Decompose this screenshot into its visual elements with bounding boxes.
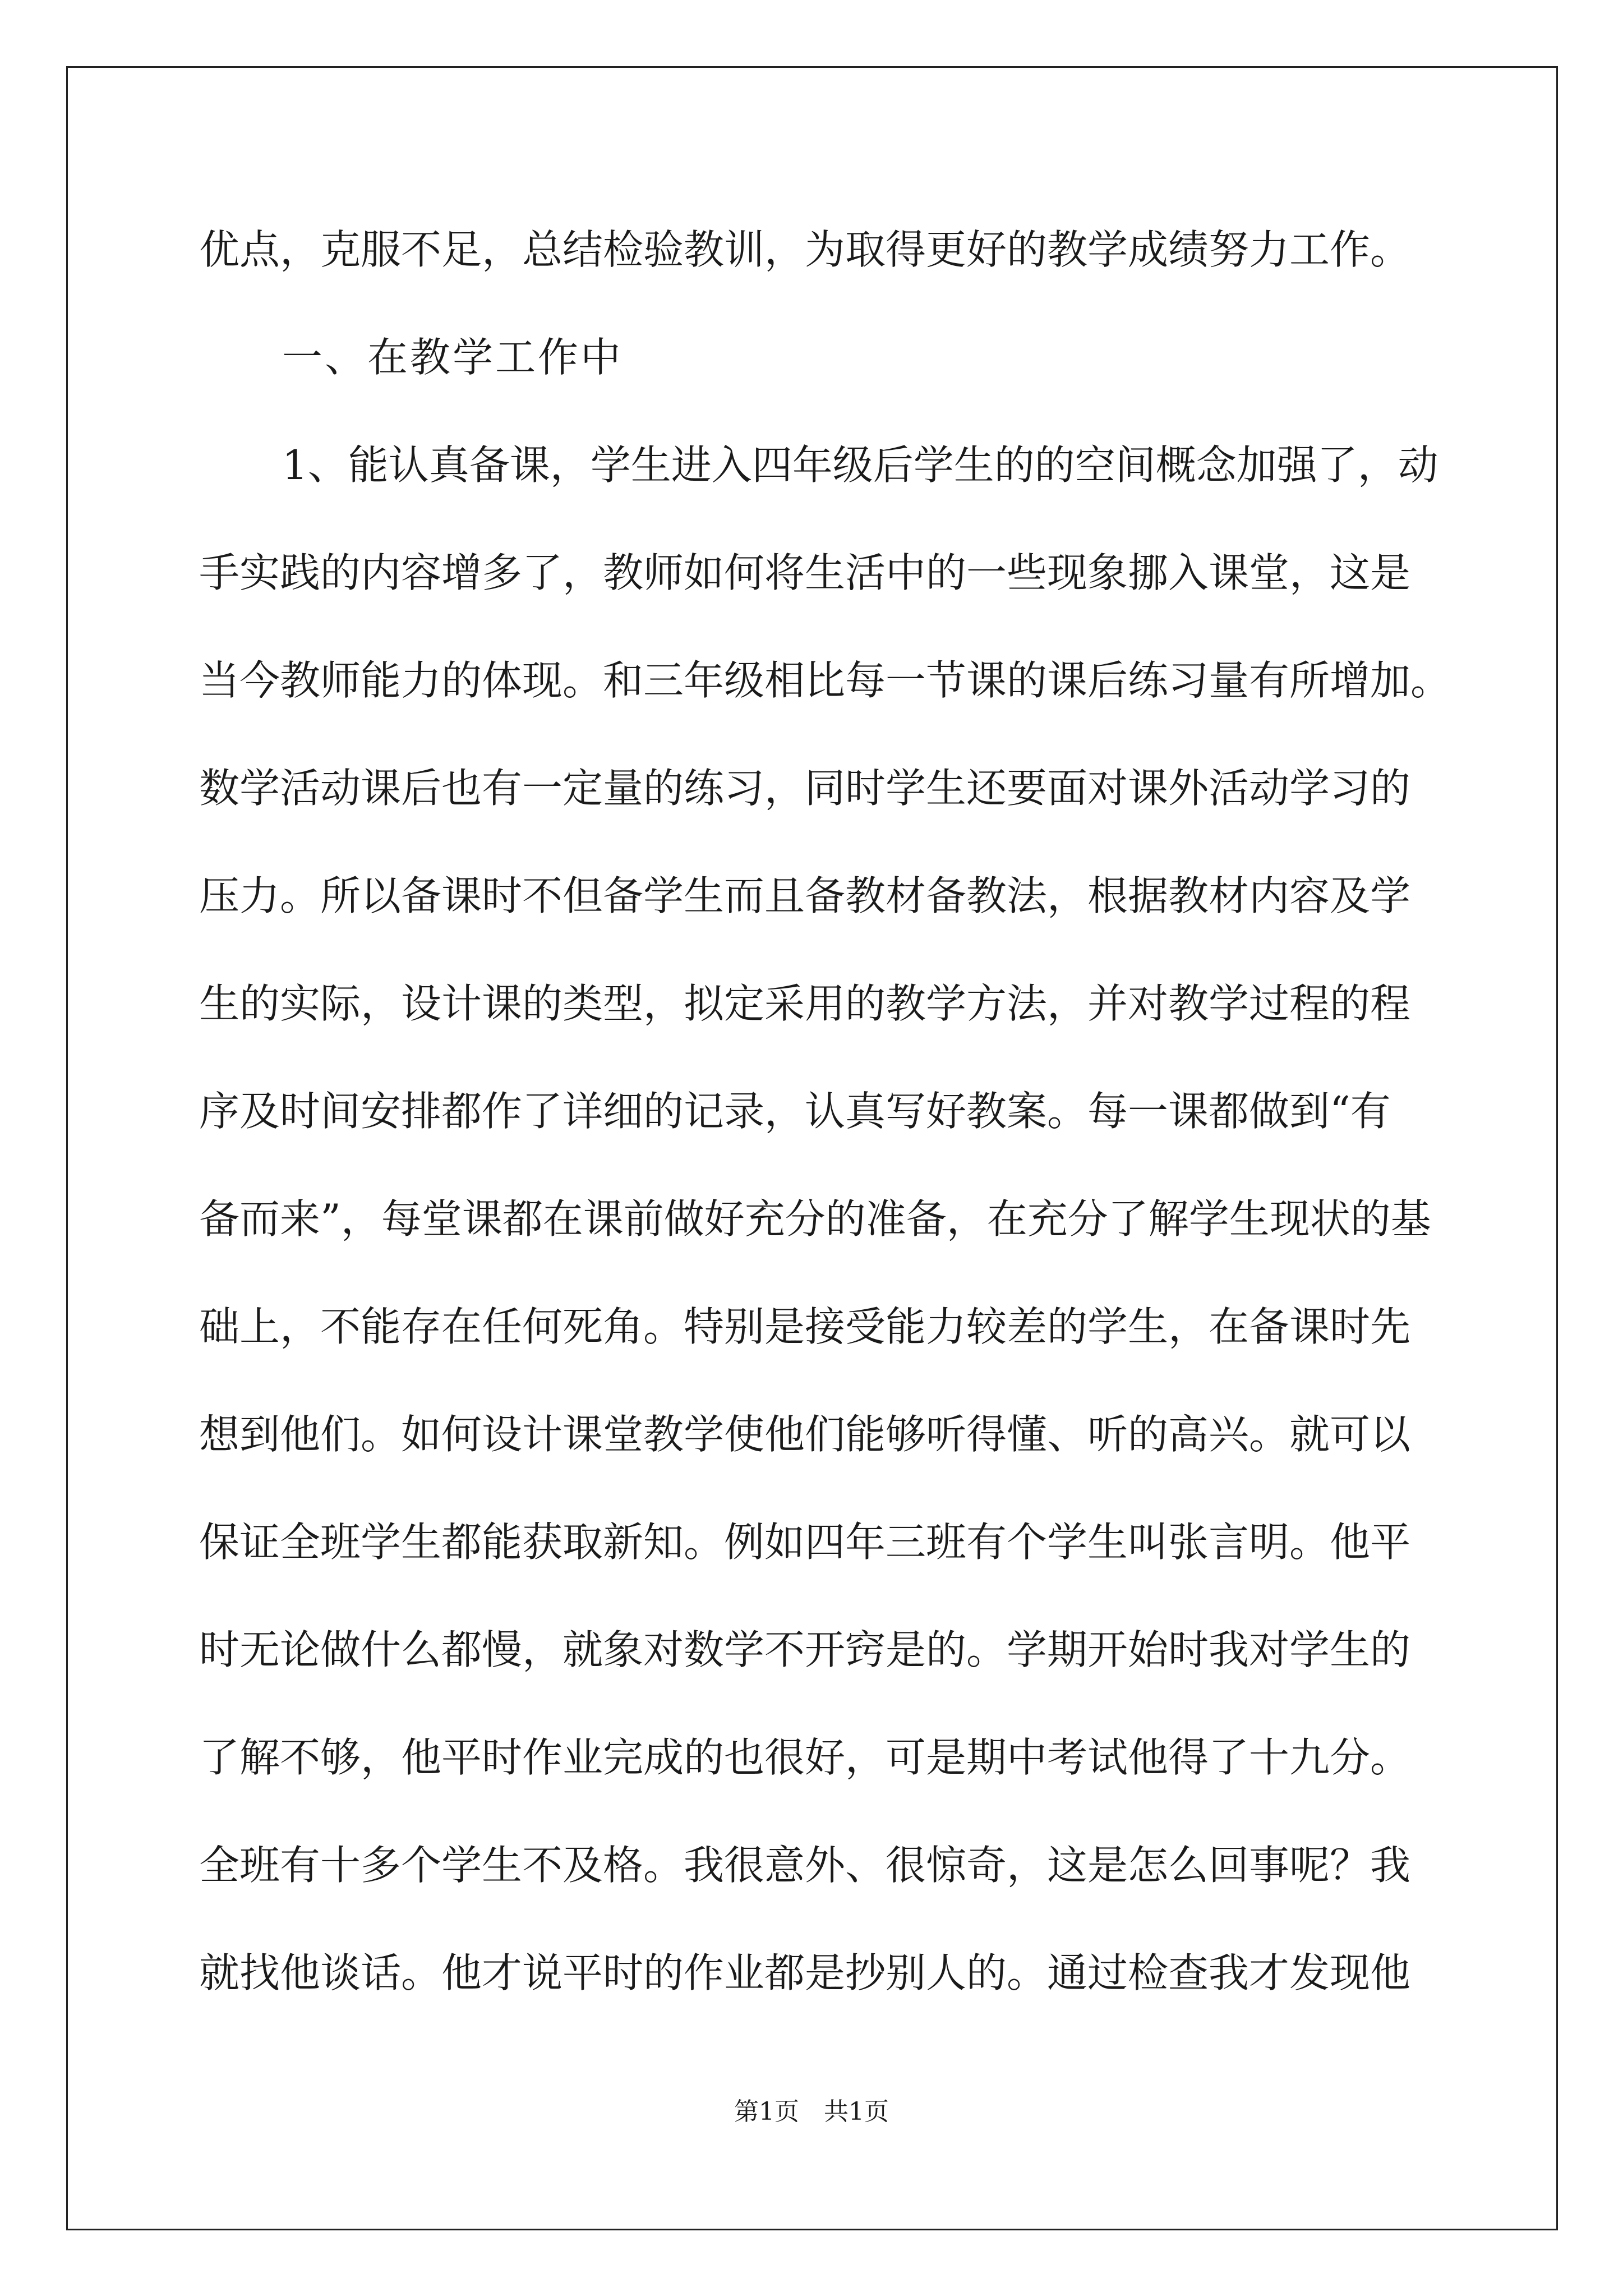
text-line: 保证全班学生都能获取新知。例如四年三班有个学生叫张言明。他平 xyxy=(199,1519,1411,1566)
text-line: 础上，不能存在任何死角。特别是接受能力较差的学生，在备课时先 xyxy=(199,1303,1411,1350)
text-line: 想到他们。如何设计课堂教学使他们能够听得懂、听的高兴。就可以 xyxy=(199,1411,1411,1458)
text-line: 备而来”，每堂课都在课前做好充分的准备，在充分了解学生现状的基 xyxy=(199,1195,1431,1243)
text-line: 就找他谈话。他才说平时的作业都是抄别人的。通过检查我才发现他 xyxy=(199,1949,1411,1996)
text-line: 1、能认真备课，学生进入四年级后学生的的空间概念加强了，动 xyxy=(282,441,1438,489)
text-line: 生的实际，设计课的类型，拟定采用的教学方法，并对教学过程的程 xyxy=(199,980,1411,1027)
text-line: 手实践的内容增多了，教师如何将生活中的一些现象挪入课堂，这是 xyxy=(199,549,1411,596)
text-line: 数学活动课后也有一定量的练习，同时学生还要面对课外活动学习的 xyxy=(199,765,1411,812)
text-line: 当今教师能力的体现。和三年级相比每一节课的课后练习量有所增加。 xyxy=(199,657,1451,704)
page-footer: 第1页 共1页 xyxy=(734,2097,889,2126)
text-line: 优点，克服不足，总结检验教训，为取得更好的教学成绩努力工作。 xyxy=(199,226,1411,273)
text-line: 时无论做什么都慢，就象对数学不开窍是的。学期开始时我对学生的 xyxy=(199,1626,1411,1673)
text-line: 压力。所以备课时不但备学生而且备教材备教法，根据教材内容及学 xyxy=(199,872,1411,919)
text-line: 了解不够，他平时作业完成的也很好，可是期中考试他得了十九分。 xyxy=(199,1734,1411,1781)
text-line: 序及时间安排都作了详细的记录，认真写好教案。每一课都做到“有 xyxy=(199,1088,1391,1135)
document-body xyxy=(199,219,1451,2050)
text-line: 全班有十多个学生不及格。我很意外、很惊奇，这是怎么回事呢？我 xyxy=(199,1842,1411,1889)
section-heading: 一、在教学工作中 xyxy=(282,334,624,381)
